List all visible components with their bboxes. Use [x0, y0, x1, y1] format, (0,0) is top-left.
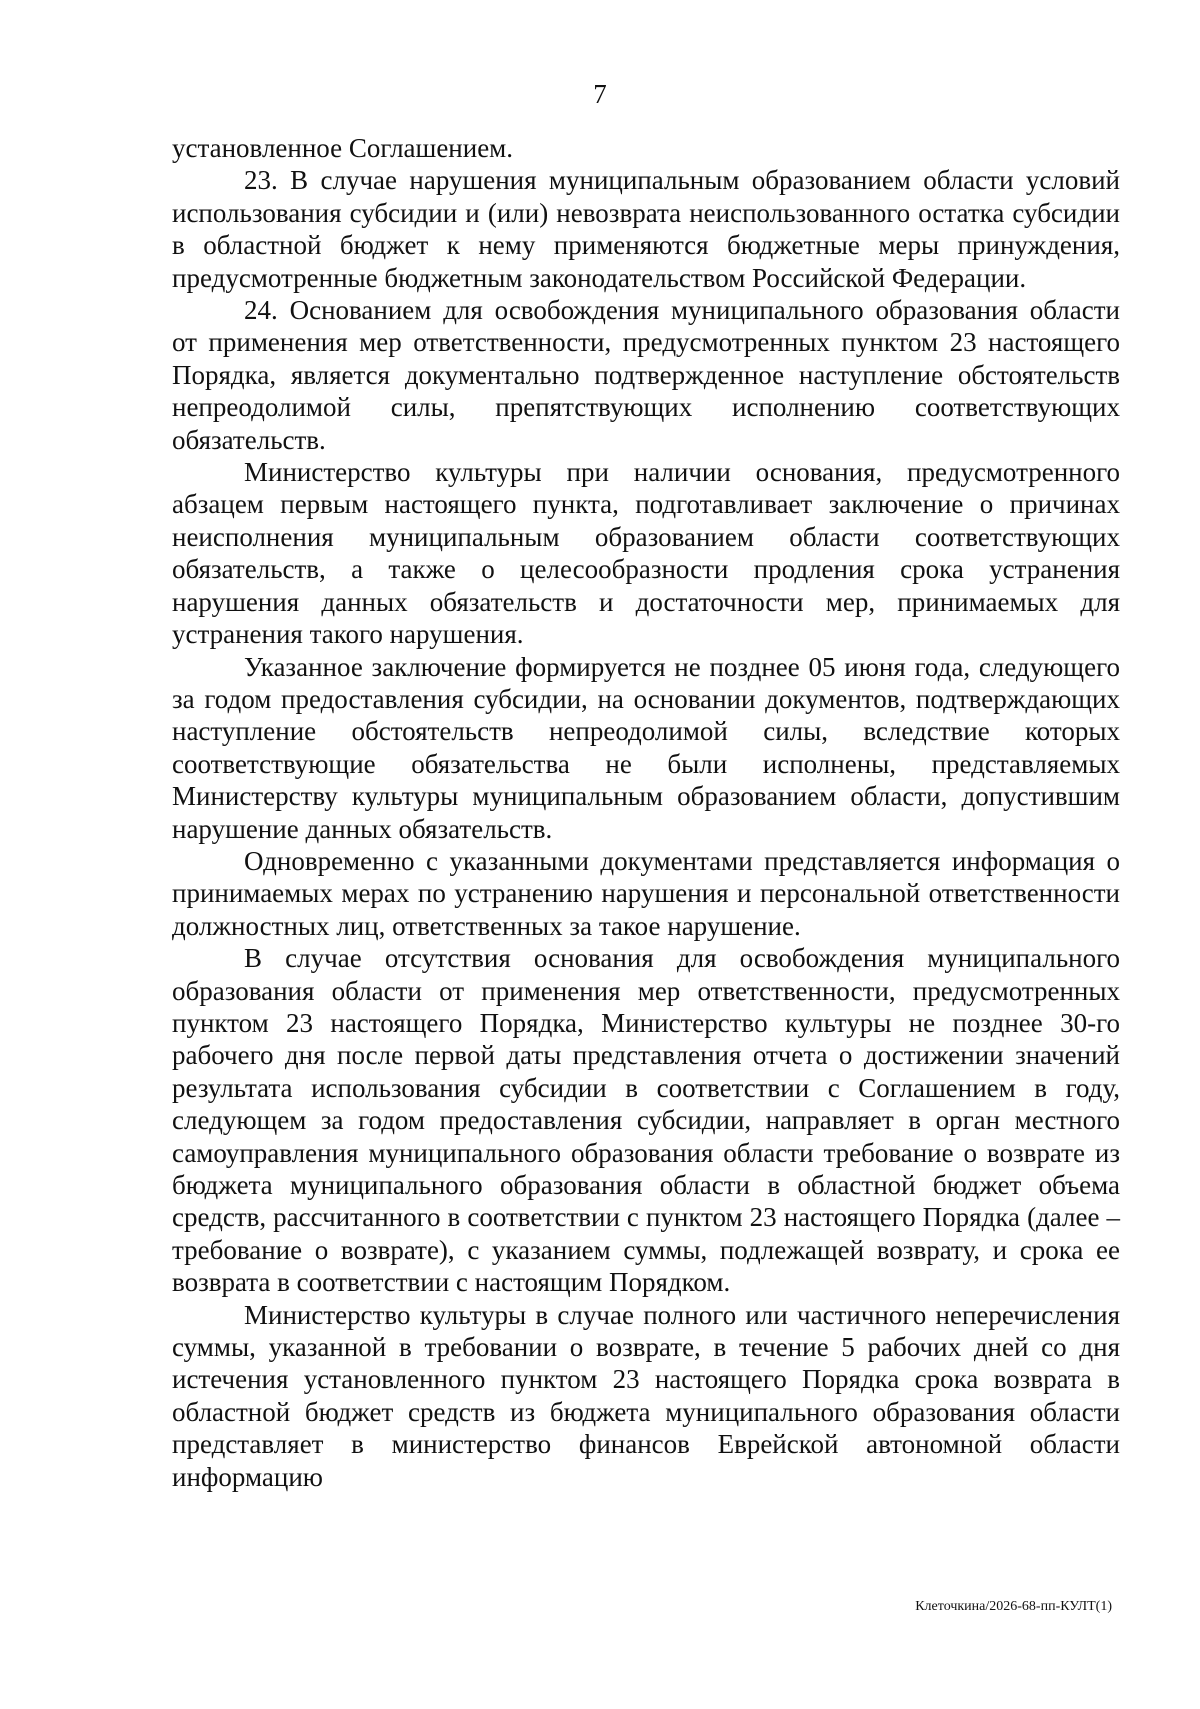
- paragraph-simultaneous-info: Одновременно с указанными документами представляется информация о принимаемых мерах по устранению нарушения и персональной ответственности должностных лиц, ответственных за такое нарушение.: [172, 845, 1120, 941]
- paragraph-item-24: 24. Основанием для освобождения муниципального образования области от применения мер ответственности, предусмотренных пунктом 23 настоящего Порядка, является документально подтвержденное наступление обстоятельств непреодолимой силы, препятствующих исполнению соответствующих обязательств.: [172, 295, 1120, 455]
- paragraph-continuation: установленное Соглашением.: [172, 133, 514, 163]
- paragraph-non-transfer: Министерство культуры в случае полного или частичного неперечисления суммы, указанной в требовании о возврате, в течение 5 рабочих дней со дня истечения установленного пунктом 23 настоящего Порядка срока возврата в областной бюджет средств из бюджета муниципального образования области представляет в министерство финансов Еврейской автономной области информацию: [172, 1299, 1120, 1492]
- document-footer-code: Клеточкина/2026-68-пп-КУЛТ(1): [915, 1599, 1112, 1614]
- paragraph-item-23: 23. В случае нарушения муниципальным образованием области условий использования субсидии и (или) невозврата неиспользованного остатка субсидии в областной бюджет к нему применяются бюджетные меры принуждения, предусмотренные бюджетным законодательством Российской Федерации.: [172, 165, 1120, 293]
- document-body: [172, 132, 1120, 1493]
- paragraph-conclusion-deadline: Указанное заключение формируется не позднее 05 июня года, следующего за годом предоставления субсидии, на основании документов, подтверждающих наступление обстоятельств непреодолимой силы, вследствие которых соответствующие обязательства не были исполнены, представляемых Министерству культуры муниципальным образованием области, допустившим нарушение данных обязательств.: [172, 651, 1120, 844]
- paragraph-refund-demand: В случае отсутствия основания для освобождения муниципального образования области от применения мер ответственности, предусмотренных пунктом 23 настоящего Порядка, Министерство культуры не позднее 30-го рабочего дня после первой даты представления отчета о достижении значений результата использования субсидии в соответствии с Соглашением в году, следующем за годом предоставления субсидии, направляет в орган местного самоуправления муниципального образования области требование о возврате из бюджета муниципального образования области в областной бюджет объема средств, рассчитанного в соответствии с пунктом 23 настоящего Порядка (далее – требование о возврате), с указанием суммы, подлежащей возврату, и срока ее возврата в соответствии с настоящим Порядком.: [172, 943, 1120, 1298]
- paragraph-ministry-conclusion: Министерство культуры при наличии основания, предусмотренного абзацем первым настоящего пункта, подготавливает заключение о причинах неисполнения муниципальным образованием области соответствующих обязательств, а также о целесообразности продления срока устранения нарушения данных обязательств и достаточности мер, принимаемых для устранения такого нарушения.: [172, 457, 1120, 650]
- page-number: 7: [593, 79, 607, 109]
